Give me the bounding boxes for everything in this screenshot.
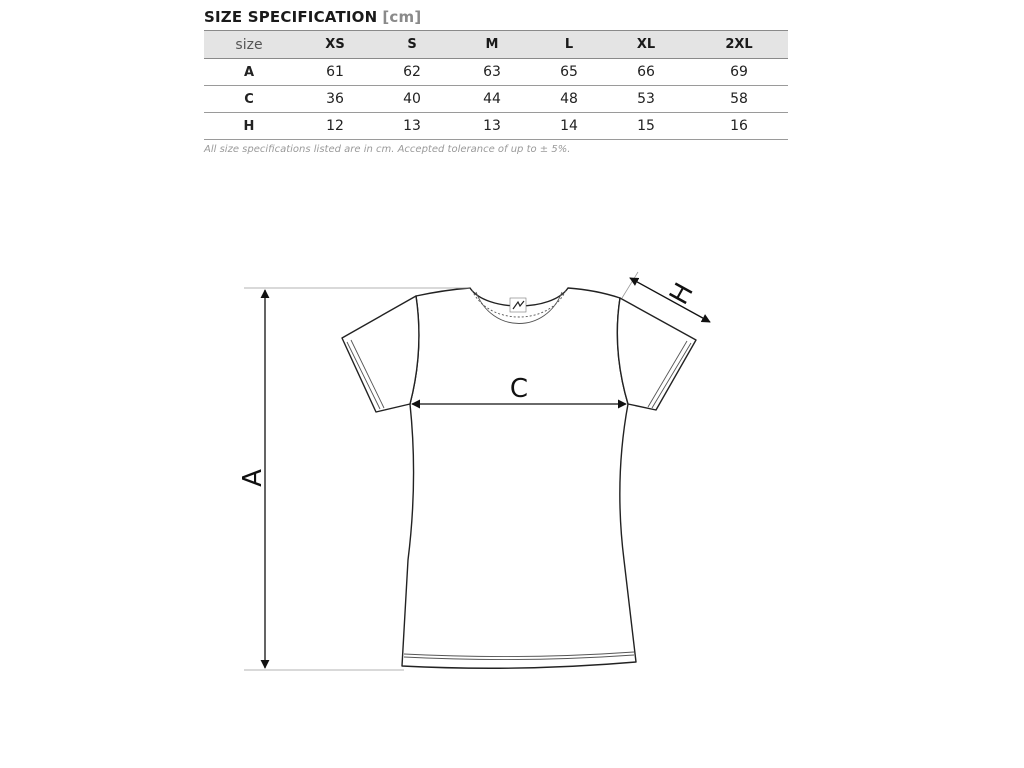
brand-logo-icon — [510, 298, 526, 312]
dimension-label-a: A — [238, 469, 268, 487]
table-cell: 13 — [483, 118, 501, 134]
column-header-xs: XS — [325, 37, 345, 52]
extension-line-h — [622, 272, 638, 298]
row-label: C — [244, 91, 254, 107]
table-cell: 48 — [560, 91, 578, 107]
row-label: H — [243, 118, 255, 134]
column-header-m: M — [485, 37, 499, 52]
tshirt-body — [402, 288, 636, 668]
row-label: A — [243, 64, 255, 80]
column-header-xl: XL — [636, 37, 656, 52]
table-cell: 61 — [326, 64, 344, 80]
table-cell: 40 — [403, 91, 421, 107]
table-cell: 69 — [730, 64, 748, 80]
left-sleeve — [342, 296, 419, 412]
table-cell: 12 — [326, 118, 344, 134]
table-cell: 44 — [483, 91, 501, 107]
table-cell: 53 — [637, 91, 655, 107]
spec-title-text: SIZE SPECIFICATION — [204, 8, 378, 26]
table-cell: 15 — [637, 118, 655, 134]
tolerance-note: All size specifications listed are in cm. Accepted tolerance of up to ± 5%. — [204, 144, 571, 155]
tshirt-outline — [342, 288, 696, 668]
table-cell: 16 — [730, 118, 748, 134]
table-cell: 63 — [483, 64, 501, 80]
dimension-label-h: H — [664, 278, 700, 310]
column-header-s: S — [407, 37, 417, 52]
table-cell: 58 — [730, 91, 748, 107]
table-cell: 62 — [403, 64, 421, 80]
table-cell: 65 — [560, 64, 578, 80]
table-cell: 66 — [637, 64, 655, 80]
column-header-size: size — [235, 36, 263, 53]
column-header-2xl: 2XL — [725, 37, 753, 52]
table-cell: 14 — [560, 118, 578, 134]
column-header-l: L — [564, 37, 574, 52]
dimension-label-c: C — [509, 374, 529, 404]
table-cell: 36 — [326, 91, 344, 107]
table-cell: 13 — [403, 118, 421, 134]
spec-unit: [cm] — [382, 8, 422, 26]
